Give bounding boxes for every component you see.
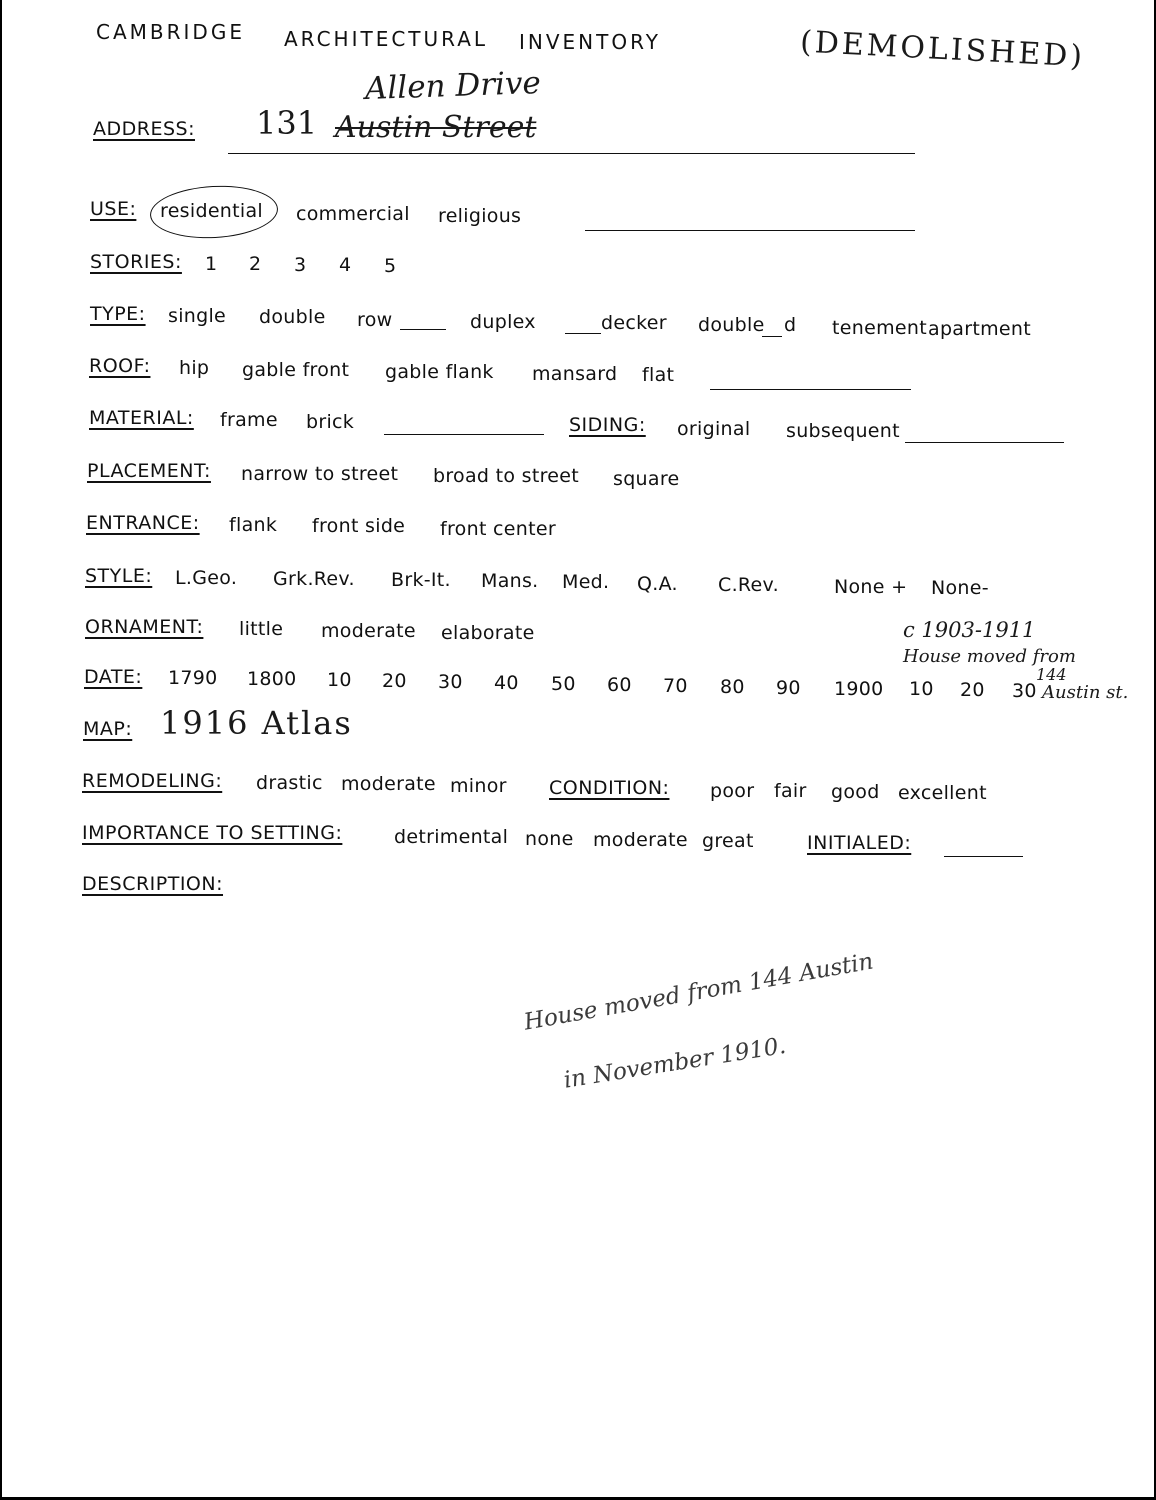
stories-4: 4 bbox=[339, 254, 352, 276]
initialed-label: INITIALED: bbox=[807, 832, 912, 854]
address-number: 131 bbox=[256, 104, 318, 142]
use-blank bbox=[585, 230, 915, 231]
style-label: STYLE: bbox=[85, 565, 153, 587]
siding-blank bbox=[905, 442, 1064, 443]
entrance-label: ENTRANCE: bbox=[86, 512, 200, 534]
use-label: USE: bbox=[90, 198, 137, 220]
date-30: 30 bbox=[438, 671, 463, 693]
importance-none: none bbox=[525, 828, 574, 850]
condition-poor: poor bbox=[710, 780, 755, 802]
importance-detrimental: detrimental bbox=[394, 826, 509, 848]
address-struck-street: Austin Street bbox=[335, 110, 537, 145]
header-cambridge: CAMBRIDGE bbox=[96, 20, 245, 44]
type-decker: decker bbox=[601, 312, 667, 334]
date-10: 10 bbox=[327, 669, 352, 691]
roof-blank bbox=[710, 389, 911, 390]
date-1920: 20 bbox=[960, 679, 985, 701]
address-label: ADDRESS: bbox=[93, 118, 195, 140]
placement-narrow: narrow to street bbox=[241, 463, 399, 485]
siding-label: SIDING: bbox=[569, 414, 646, 436]
type-double-d-blank bbox=[762, 336, 782, 337]
stories-3: 3 bbox=[294, 254, 307, 276]
roof-gable-flank: gable flank bbox=[385, 361, 494, 383]
style-none-plus: None + bbox=[834, 576, 908, 598]
type-row-blank bbox=[400, 329, 446, 330]
type-single: single bbox=[168, 305, 227, 327]
siding-original: original bbox=[677, 418, 751, 440]
date-1790: 1790 bbox=[168, 667, 218, 689]
material-label: MATERIAL: bbox=[89, 407, 194, 429]
style-grkrev: Grk.Rev. bbox=[273, 568, 355, 590]
remodeling-drastic: drastic bbox=[256, 772, 323, 794]
style-lgeo: L.Geo. bbox=[175, 567, 238, 589]
condition-fair: fair bbox=[774, 780, 807, 802]
date-note-number: 144 bbox=[1036, 665, 1067, 684]
entrance-flank: flank bbox=[229, 514, 278, 536]
map-label: MAP: bbox=[83, 718, 133, 740]
date-20: 20 bbox=[382, 670, 407, 692]
style-crev: C.Rev. bbox=[718, 574, 779, 596]
date-1800: 1800 bbox=[247, 668, 297, 690]
description-label: DESCRIPTION: bbox=[82, 873, 224, 895]
use-option-commercial: commercial bbox=[296, 203, 410, 225]
date-label: DATE: bbox=[84, 666, 143, 688]
ornament-moderate: moderate bbox=[321, 620, 416, 642]
map-value: 1916 Atlas bbox=[160, 704, 353, 742]
siding-subsequent: subsequent bbox=[786, 420, 900, 442]
type-tenement: tenement bbox=[832, 317, 927, 339]
date-80: 80 bbox=[720, 676, 745, 698]
address-correction: Allen Drive bbox=[364, 64, 542, 108]
stories-label: STORIES: bbox=[90, 251, 182, 273]
header-architectural: ARCHITECTURAL bbox=[284, 27, 489, 51]
type-decker-blank bbox=[565, 333, 601, 334]
type-duplex: duplex bbox=[470, 311, 536, 333]
material-frame: frame bbox=[220, 409, 278, 431]
date-90: 90 bbox=[776, 677, 801, 699]
type-d: d bbox=[784, 314, 797, 336]
description-note-line-2: in November 1910. bbox=[562, 1032, 788, 1094]
style-mans: Mans. bbox=[481, 570, 539, 592]
ornament-little: little bbox=[239, 618, 284, 640]
roof-hip: hip bbox=[179, 357, 210, 379]
date-note-moved: House moved from bbox=[903, 646, 1076, 667]
date-70: 70 bbox=[663, 675, 688, 697]
roof-flat: flat bbox=[642, 364, 675, 386]
header-inventory: INVENTORY bbox=[519, 30, 661, 54]
stories-2: 2 bbox=[249, 253, 262, 275]
address-line bbox=[228, 153, 915, 154]
type-apartment: apartment bbox=[928, 318, 1031, 340]
stories-5: 5 bbox=[384, 255, 397, 277]
style-qa: Q.A. bbox=[637, 573, 678, 595]
date-40: 40 bbox=[494, 672, 519, 694]
placement-label: PLACEMENT: bbox=[87, 460, 211, 482]
use-option-religious: religious bbox=[438, 205, 522, 227]
date-note-range: c 1903-1911 bbox=[903, 618, 1036, 642]
date-1910: 10 bbox=[909, 678, 934, 700]
type-row: row bbox=[357, 309, 393, 331]
roof-gable-front: gable front bbox=[242, 359, 350, 381]
style-brkit: Brk-It. bbox=[391, 569, 451, 591]
demolished-note: (DEMOLISHED) bbox=[799, 24, 1086, 75]
ornament-elaborate: elaborate bbox=[441, 622, 535, 644]
date-note-street: Austin st. bbox=[1042, 682, 1129, 703]
ornament-label: ORNAMENT: bbox=[85, 616, 204, 638]
date-1900: 1900 bbox=[834, 678, 884, 700]
remodeling-label: REMODELING: bbox=[82, 770, 223, 792]
material-blank bbox=[384, 434, 544, 435]
date-60: 60 bbox=[607, 674, 632, 696]
placement-broad: broad to street bbox=[433, 465, 580, 487]
date-1930: 30 bbox=[1012, 680, 1037, 702]
remodeling-moderate: moderate bbox=[341, 773, 436, 795]
scan-left-edge bbox=[0, 0, 2, 1500]
style-med: Med. bbox=[562, 571, 610, 593]
use-option-residential: residential bbox=[160, 200, 264, 222]
entrance-front-side: front side bbox=[312, 515, 406, 537]
date-50: 50 bbox=[551, 673, 576, 695]
type-double-decker: double bbox=[698, 314, 765, 336]
condition-excellent: excellent bbox=[898, 782, 987, 804]
roof-mansard: mansard bbox=[532, 363, 618, 385]
condition-good: good bbox=[831, 781, 880, 803]
material-brick: brick bbox=[306, 411, 355, 433]
initialed-blank bbox=[944, 856, 1023, 857]
entrance-front-center: front center bbox=[440, 518, 556, 540]
remodeling-minor: minor bbox=[450, 775, 507, 797]
importance-label: IMPORTANCE TO SETTING: bbox=[82, 822, 343, 844]
stories-1: 1 bbox=[205, 253, 218, 275]
importance-great: great bbox=[702, 830, 754, 852]
placement-square: square bbox=[613, 468, 680, 490]
importance-moderate: moderate bbox=[593, 829, 688, 851]
description-note-line-1: House moved from 144 Austin bbox=[522, 948, 876, 1036]
type-double: double bbox=[259, 306, 326, 328]
style-none-minus: None- bbox=[931, 577, 989, 599]
roof-label: ROOF: bbox=[89, 355, 151, 377]
condition-label: CONDITION: bbox=[549, 777, 670, 799]
type-label: TYPE: bbox=[90, 303, 146, 325]
